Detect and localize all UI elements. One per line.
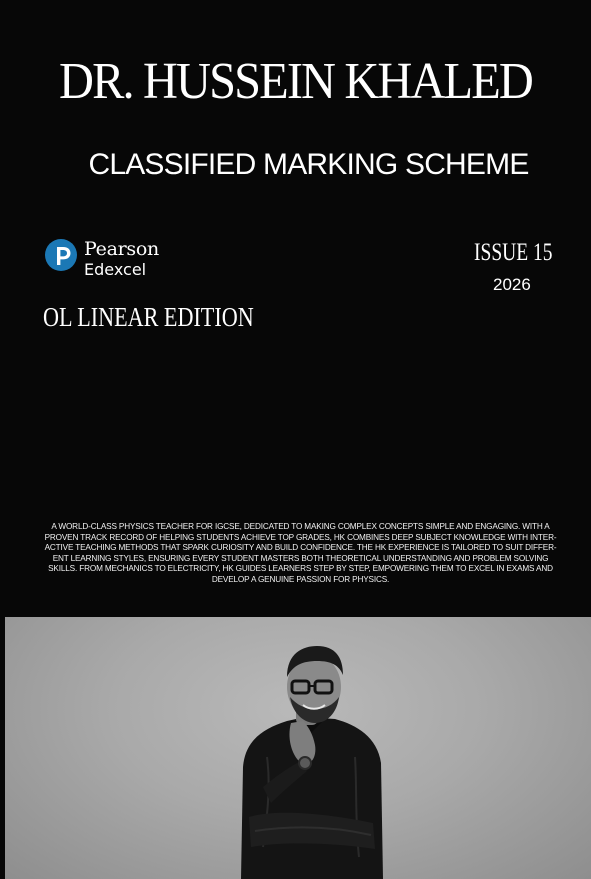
pearson-logo-icon <box>45 239 77 271</box>
issue-label: ISSUE 15 <box>474 239 553 266</box>
edition-label: OL LINEAR EDITION <box>43 302 254 332</box>
cover-title: DR. HUSSEIN KHALED <box>59 53 532 110</box>
year-label: 2026 <box>493 275 531 294</box>
cover-subtitle: CLASSIFIED MARKING SCHEME <box>88 148 529 181</box>
bio-text: A WORLD-CLASS PHYSICS TEACHER FOR IGCSE, DEDICATED TO MAKING COMPLEX CONCEPTS SIMPLE AND ENGAGING. WITH A PROVEN TRACK RECORD OF HELPING STUDENTS ACHIEVE TOP GRADES, HK COMBINES DEEP SUBJECT KNOWLEDGE WITH INTER-ACTIVE TEACHING METHODS THAT SPARK CURIOSITY AND BUILD CONFIDENCE. THE HK EXPERIENCE IS TAILORED TO SUIT DIFFER-ENT LEARNING STYLES, ENSURING EVERY STUDENT MASTERS BOTH THEORETICAL UNDERSTANDING AND PROBLEM SOLVING SKILLS. FROM MECHANICS TO ELECTRICITY, HK GUIDES LEARNERS STEP BY STEP, EMPOWERING THEM TO EXCEL IN EXAMS AND DEVELOP A GENUINE PASSION FOR PHYSICS. <box>44 522 557 584</box>
brand-name: Pearson <box>84 238 159 260</box>
brand-sub: Edexcel <box>84 260 147 279</box>
publisher-brand <box>45 239 159 279</box>
teacher-portrait-icon <box>5 617 591 879</box>
